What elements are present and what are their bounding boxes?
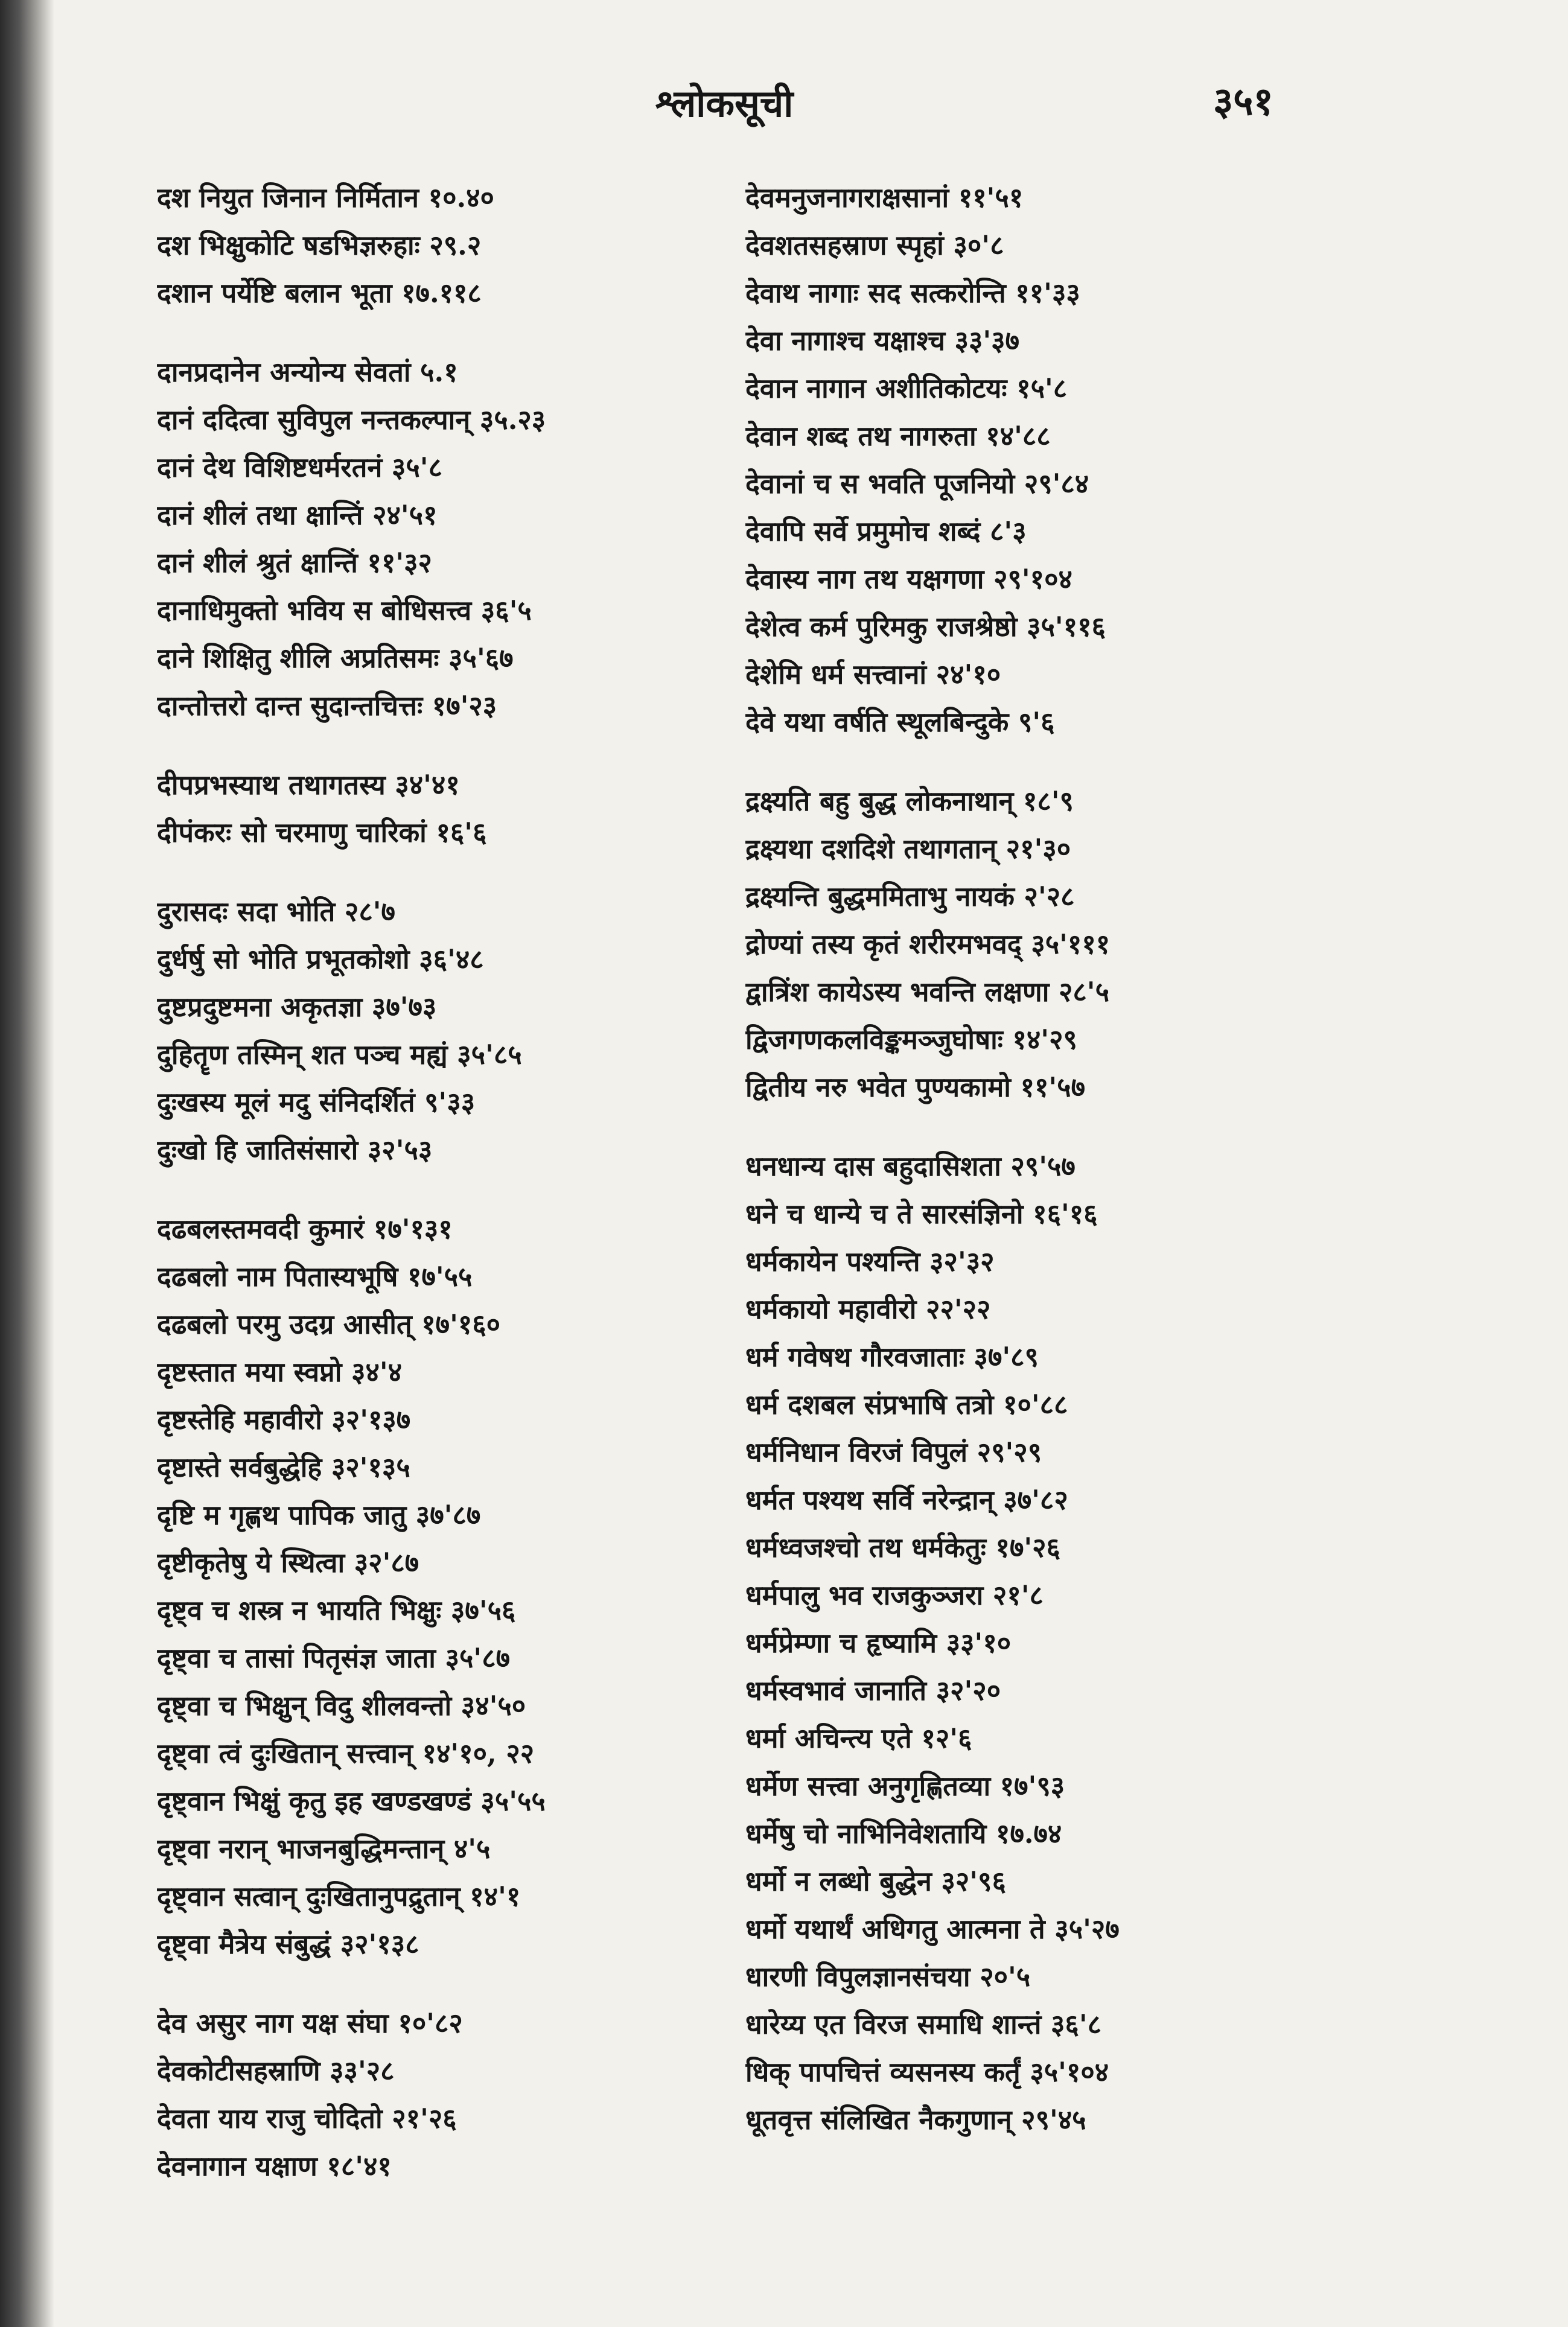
entry-group [157,761,724,856]
index-entry: दानं ददित्वा सुविपुल नन्तकल्पान् ३५.२३ [157,404,546,436]
index-entry: धर्म दशबल संप्रभाषि तत्रो १०'८८ [745,1389,1068,1421]
index-entry: देशेत्व कर्म पुरिमकु राजश्रेष्ठो ३५'११६ [745,611,1106,643]
index-entry: दृष्टस्तात मया स्वप्नो ३४'४ [157,1356,403,1388]
index-entry: दानं देथ विशिष्टधर्मरतनं ३५'८ [157,451,442,483]
page-title: श्लोकसूची [655,81,794,126]
index-entry: दढबलस्तमवदी कुमारं १७'१३१ [157,1213,453,1245]
entry-group [157,1999,724,2190]
index-entry: दृष्टीकृतेषु ये स्थित्वा ३२'८७ [157,1547,419,1579]
index-entry: देवनागान यक्षाण १८'४१ [157,2150,392,2182]
index-entry: द्वितीय नरु भवेत पुण्यकामो ११'५७ [745,1071,1085,1103]
book-spine-shadow [0,0,54,2327]
index-entry: दीपंकरः सो चरमाणु चारिकां १६'६ [157,817,487,848]
entry-group [157,1205,724,1968]
index-entry: धिक् पापचित्तं व्यसनस्य कर्तृं ३५'१०४ [745,2056,1109,2088]
index-entry: द्विजगणकलविङ्कमञ्जुघोषाः १४'२९ [745,1023,1077,1055]
index-entry: धनधान्य दास बहुदासिशता २९'५७ [745,1150,1076,1182]
index-entry: द्रक्ष्यथा दशदिशे तथागतान् २१'३० [745,833,1071,865]
index-entry: धर्मपालु भव राजकुञ्जरा २१'८ [745,1579,1044,1611]
index-entry: धारेय्य एत विरज समाधि शान्तं ३६'८ [745,2008,1101,2040]
index-entry: देवानां च स भवति पूजनियो २९'८४ [745,468,1089,500]
index-entry: दश भिक्षुकोटि षडभिज्ञरुहाः २९.२ [157,229,482,261]
index-entry: देवास्य नाग तथ यक्षगणा २९'१०४ [745,563,1072,595]
index-entry: दृष्ट्वा मैत्रेय संबुद्धं ३२'१३८ [157,1928,419,1960]
index-entry: धर्मा अचिन्त्य एते १२'६ [745,1722,972,1754]
index-entry: देशेमि धर्म सत्त्वानां २४'१० [745,658,1001,690]
page-number: ३५१ [1213,79,1273,124]
index-entry: दुर्धर्षु सो भोति प्रभूतकोशो ३६'४८ [157,943,484,975]
index-entry: धर्मेषु चो नाभिनिवेशतायि १७.७४ [745,1818,1062,1850]
index-entry: दुहितॄण तस्मिन् शत पञ्च मह्यं ३५'८५ [157,1039,522,1071]
index-entry: दानं शीलं तथा क्षान्तिं २४'५१ [157,499,438,531]
index-entry: दान्तोत्तरो दान्त सुदान्तचित्तः १७'२३ [157,690,497,722]
index-entry: देवान शब्द तथ नागरुता १४'८८ [745,420,1051,452]
index-entry: दृष्ट्वा नरान् भाजनबुद्धिमन्तान् ४'५ [157,1833,491,1865]
index-entry: दृष्ट्व च शस्त्र न भायति भिक्षुः ३७'५६ [157,1594,516,1626]
index-entry: देवकोटीसहस्राणि ३३'२८ [157,2055,395,2087]
index-entry: देव असुर नाग यक्ष संघा १०'८२ [157,2007,463,2039]
index-entry: देवान नागान अशीतिकोटयः १५'८ [745,372,1068,404]
index-entry: धर्मनिधान विरजं विपुलं २९'२९ [745,1436,1042,1468]
index-entry: देवता याय राजु चोदितो २१'२६ [157,2103,457,2134]
index-entry: दृष्ट्वा च तासां पितृसंज्ञ जाता ३५'८७ [157,1642,510,1674]
index-entry: धर्मत पश्यथ सर्वि नरेन्द्रान् ३७'८२ [745,1484,1068,1516]
left-column [157,174,724,2221]
index-entry: दुरासदः सदा भोति २८'७ [157,896,395,928]
index-entry: देवापि सर्वे प्रमुमोच शब्दं ८'३ [745,515,1027,547]
index-entry: दशान पर्येष्टि बलान भूता १७.११८ [157,277,482,309]
index-entry: दृष्टि म गृह्णथ पापिक जातु ३७'८७ [157,1499,481,1531]
index-entry: द्रक्ष्यति बहु बुद्ध लोकनाथान् १८'९ [745,785,1074,817]
index-entry: दुःखस्य मूलं मदु संनिदर्शितं ९'३३ [157,1086,476,1118]
index-entry: दुःखो हि जातिसंसारो ३२'५३ [157,1134,433,1166]
index-entry: देवशतसहस्राण स्पृहां ३०'८ [745,229,1004,261]
index-entry: द्रोण्यां तस्य कृतं शरीरमभवद् ३५'१११ [745,928,1111,960]
index-entry: दश नियुत जिनान निर्मितान १०.४० [157,182,494,214]
index-entry: दृष्टास्ते सर्वबुद्धेहि ३२'१३५ [157,1451,410,1483]
entry-group [745,174,1349,746]
index-entry: दृष्ट्वा च भिक्षुन् विदु शीलवन्तो ३४'५० [157,1690,526,1722]
index-entry: द्रक्ष्यन्ति बुद्धममिताभु नायकं २'२८ [745,880,1075,912]
index-entry: दढबलो नाम पितास्यभूषि १७'५५ [157,1261,473,1293]
index-entry: देवमनुजनागराक्षसानां ११'५१ [745,182,1024,214]
index-entry: देवा नागाश्च यक्षाश्च ३३'३७ [745,325,1019,357]
entry-group [157,888,724,1174]
index-entry: दुष्टप्रदुष्टमना अकृतज्ञा ३७'७३ [157,991,437,1023]
index-entry: दृष्ट्वान सत्वान् दुःखितानुपद्रुतान् १४'१ [157,1880,521,1912]
index-entry: धने च धान्ये च ते सारसंज्ञिनो १६'१६ [745,1198,1098,1230]
index-entry: धर्मेण सत्त्वा अनुगृह्णितव्या १७'९३ [745,1770,1065,1802]
index-entry: धर्मो यथार्थं अधिगतु आत्मना ते ३५'२७ [745,1913,1120,1945]
index-entry: दानं शीलं श्रुतं क्षान्तिं ११'३२ [157,547,432,579]
index-entry: धर्मकायो महावीरो २२'२२ [745,1293,991,1325]
index-entry: धर्म गवेषथ गौरवजाताः ३७'८९ [745,1341,1039,1373]
entry-group [745,1142,1349,2144]
index-entry: धर्मस्वभावं जानाति ३२'२० [745,1675,1001,1707]
index-entry: दृष्ट्वान भिक्षुं कृतु इह खण्डखण्डं ३५'५५ [157,1785,546,1817]
index-entry: धर्मध्वजश्चो तथ धर्मकेतुः १७'२६ [745,1532,1060,1564]
index-entry: दाने शिक्षितु शीलि अप्रतिसमः ३५'६७ [157,642,514,674]
index-entry: दानाधिमुक्तो भविय स बोधिसत्त्व ३६'५ [157,594,532,626]
entry-group [157,174,724,317]
index-entry: धर्मकायेन पश्यन्ति ३२'३२ [745,1246,995,1278]
index-entry: देवाथ नागाः सद सत्करोन्ति ११'३३ [745,277,1080,309]
index-entry: धर्मप्रेम्णा च हृष्यामि ३३'१० [745,1627,1012,1659]
index-entry: दृष्टस्तेहि महावीरो ३२'१३७ [157,1404,411,1436]
right-column [745,174,1349,2175]
index-entry: धूतवृत्त संलिखित नैकगुणान् २९'४५ [745,2104,1086,2136]
index-entry: दृष्ट्वा त्वं दुःखितान् सत्त्वान् १४'१०, २२ [157,1737,535,1769]
index-entry: द्वात्रिंश कायेऽस्य भवन्ति लक्षणा २८'५ [745,976,1109,1008]
index-entry: धारणी विपुलज्ञानसंचया २०'५ [745,1961,1031,1993]
index-entry: दढबलो परमु उदग्र आसीत् १७'१६० [157,1308,501,1340]
entry-group [157,348,724,730]
entry-group [745,777,1349,1111]
index-entry: दानप्रदानेन अन्योन्य सेवतां ५.१ [157,356,458,388]
index-entry: देवे यथा वर्षति स्थूलबिन्दुके ९'६ [745,706,1055,738]
index-entry: धर्मो न लब्धो बुद्धेन ३२'९६ [745,1865,1006,1897]
index-entry: दीपप्रभस्याथ तथागतस्य ३४'४१ [157,769,460,801]
